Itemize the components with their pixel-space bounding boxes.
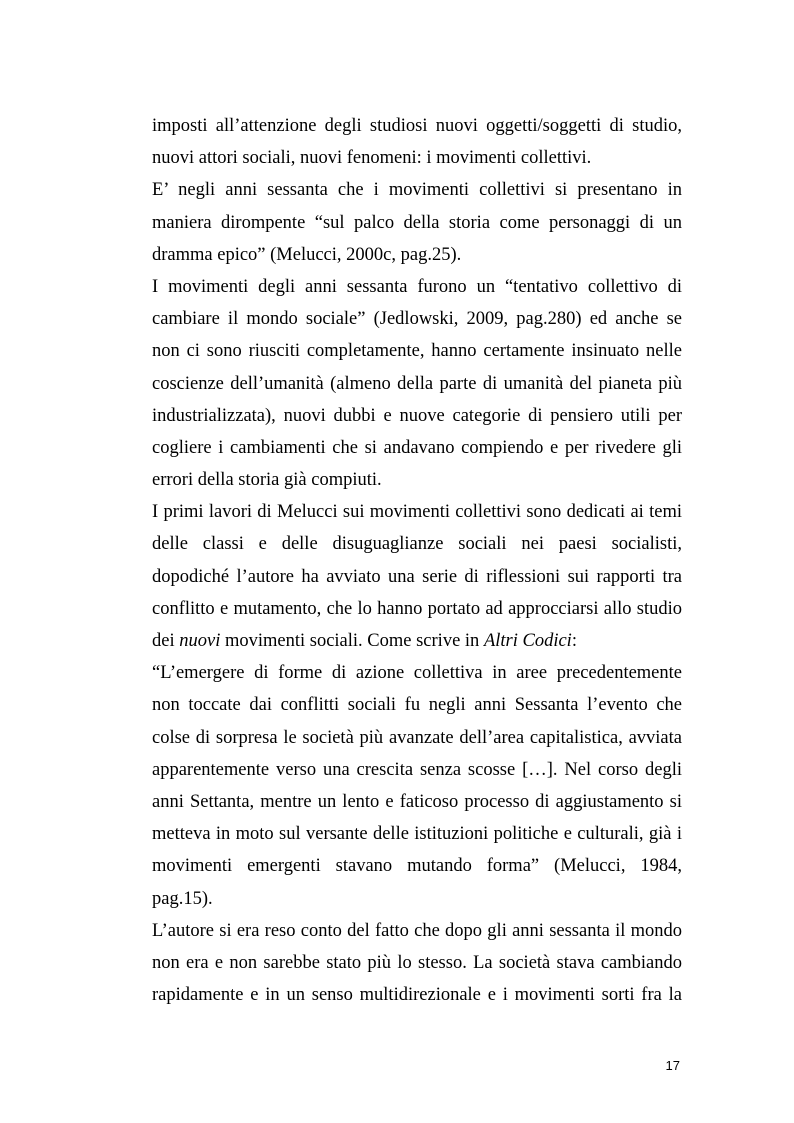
italic-term: nuovi — [179, 631, 221, 651]
text-line: coscienze dell’umanità (almeno della parte di umanità del pianeta più — [152, 373, 682, 394]
text-line: colse di sorpresa le società più avanzate dell’area capitalistica, avviata — [152, 727, 682, 748]
text-line: maniera dirompente “sul palco della storia come personaggi di un — [152, 212, 682, 233]
text-line: nuovi attori sociali, nuovi fenomeni: i movimenti collettivi. — [152, 148, 592, 169]
text-line-mixed — [152, 625, 682, 657]
text-line: non toccate dai conflitti sociali fu negli anni Sessanta l’evento che — [152, 695, 682, 716]
text-line: errori della storia già compiuti. — [152, 470, 382, 491]
text-line: movimenti emergenti stavano mutando forma” (Melucci, 1984, — [152, 856, 682, 877]
italic-title: Altri Codici — [483, 631, 572, 651]
text-line: imposti all’attenzione degli studiosi nuovi oggetti/soggetti di studio, — [152, 116, 682, 136]
text-line: I movimenti degli anni sessanta furono un “tentativo collettivo di — [152, 276, 682, 297]
text-line: dopodiché l’autore ha avviato una serie di riflessioni sui rapporti tra — [152, 566, 682, 587]
page-number: 17 — [665, 1058, 680, 1073]
text-line: E’ negli anni sessanta che i movimenti collettivi si presentano in — [152, 180, 682, 201]
text-segment: : — [571, 631, 577, 651]
text-line: dramma epico” (Melucci, 2000c, pag.25). — [152, 244, 462, 265]
text-line: cambiare il mondo sociale” (Jedlowski, 2009, pag.280) ed anche se — [152, 309, 682, 330]
text-line: apparentemente verso una crescita senza scosse […]. Nel corso degli — [152, 759, 682, 780]
text-line: anni Settanta, mentre un lento e faticoso processo di aggiustamento si — [152, 791, 682, 812]
text-line: L’autore si era reso conto del fatto che dopo gli anni sessanta il mondo — [152, 920, 682, 941]
text-segment: dei — [152, 631, 180, 651]
text-line: pag.15). — [152, 888, 213, 909]
text-line: non era e non sarebbe stato più lo stesso. La società stava cambiando — [152, 952, 682, 973]
text-segment: movimenti sociali. Come scrive in — [220, 631, 484, 651]
text-line: I primi lavori di Melucci sui movimenti collettivi sono dedicati ai temi — [152, 502, 682, 523]
text-line: industrializzata), nuovi dubbi e nuove categorie di pensiero utili per — [152, 405, 682, 426]
text-line: “L’emergere di forme di azione collettiva in aree precedentemente — [152, 663, 682, 684]
text-line: rapidamente e in un senso multidirezionale e i movimenti sorti fra la — [152, 985, 682, 1006]
text-line: metteva in moto sul versante delle istituzioni politiche e culturali, già i — [152, 824, 682, 845]
body-text — [152, 110, 682, 1011]
text-line: conflitto e mutamento, che lo hanno portato ad approcciarsi allo studio — [152, 598, 682, 619]
text-line: cogliere i cambiamenti che si andavano compiendo e per rivedere gli — [152, 437, 682, 458]
text-line: delle classi e delle disuguaglianze sociali nei paesi socialisti, — [152, 534, 682, 555]
text-line: non ci sono riusciti completamente, hanno certamente insinuato nelle — [152, 341, 682, 362]
